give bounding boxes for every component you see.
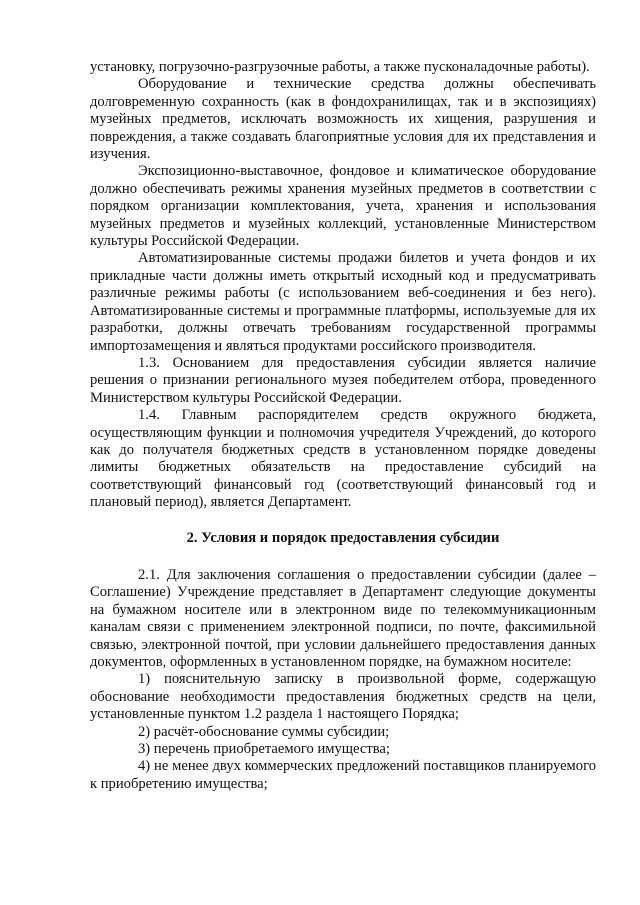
paragraph-1-3: 1.3. Основанием для предоставления субсидии является наличие решения о признании регионального музея победителем отбора, проведенного Министерством культуры Российской Федерации. (90, 354, 596, 406)
paragraph-exhibition-equipment: Экспозиционно-выставочное, фондовое и климатическое оборудование должно обеспечивать режимы хранения музейных предметов в соответствии с порядком организации комплектования, учета, хранения и использования музейных предметов и музейных коллекций, установленные Министерством культуры Российской Федерации. (90, 163, 596, 250)
section-heading: 2. Условия и порядок предоставления субсидии (186, 529, 500, 546)
list-item-4: 4) не менее двух коммерческих предложений поставщиков планируемого к приобретению имущества; (90, 758, 596, 792)
paragraph-equipment: Оборудование и технические средства должны обеспечивать долговременную сохранность (как в фондохранилищах, так и в экспозициях) музейных предметов, исключать возможность их хищения, разрушения и повреждения, а также создавать благоприятные условия для их представления и изучения. (90, 76, 596, 163)
paragraph-1-4: 1.4. Главным распорядителем средств окружного бюджета, осуществляющим функции и полномочия учредителя Учреждений, до которого как до получателя бюджетных средств в установленном порядке доведены лимиты бюджетных обязательств на предоставление субсидий на соответствующий финансовый год (соответствующий финансовый год и плановый период), является Департамент. (90, 407, 596, 511)
paragraph-automated-systems: Автоматизированные системы продажи билетов и учета фондов и их прикладные части должны иметь открытый исходный код и предусматривать различные режимы работы (с использованием веб-соединения и без него). Автоматизированные системы и программные платформы, используемые для их разработки, должны отвечать требованиям государственной программы импортозамещения и являться продуктами российского производителя. (90, 250, 596, 354)
paragraph-2-1: 2.1. Для заключения соглашения о предоставлении субсидии (далее – Соглашение) Учреждение представляет в Департамент следующие документы на бумажном носителе или в электронном виде по телекоммуникационным каналам связи с применением электронной подписи, по почте, факсимильной связью, электронной почтой, при условии дальнейшего предоставления данных документов, оформленных в установленном порядке, на бумажном носителе: (90, 566, 596, 670)
list-item-2: 2) расчёт-обоснование суммы субсидии; (138, 723, 390, 740)
document-page (90, 59, 596, 793)
list-item-3: 3) перечень приобретаемого имущества; (138, 741, 390, 758)
list-item-1: 1) пояснительную записку в произвольной форме, содержащую обоснование необходимости предоставления бюджетных средств на цели, установленные пунктом 1.2 раздела 1 настоящего Порядка; (90, 671, 596, 723)
paragraph-continuation: установку, погрузочно-разгрузочные работы, а также пусконаладочные работы). (90, 59, 590, 75)
